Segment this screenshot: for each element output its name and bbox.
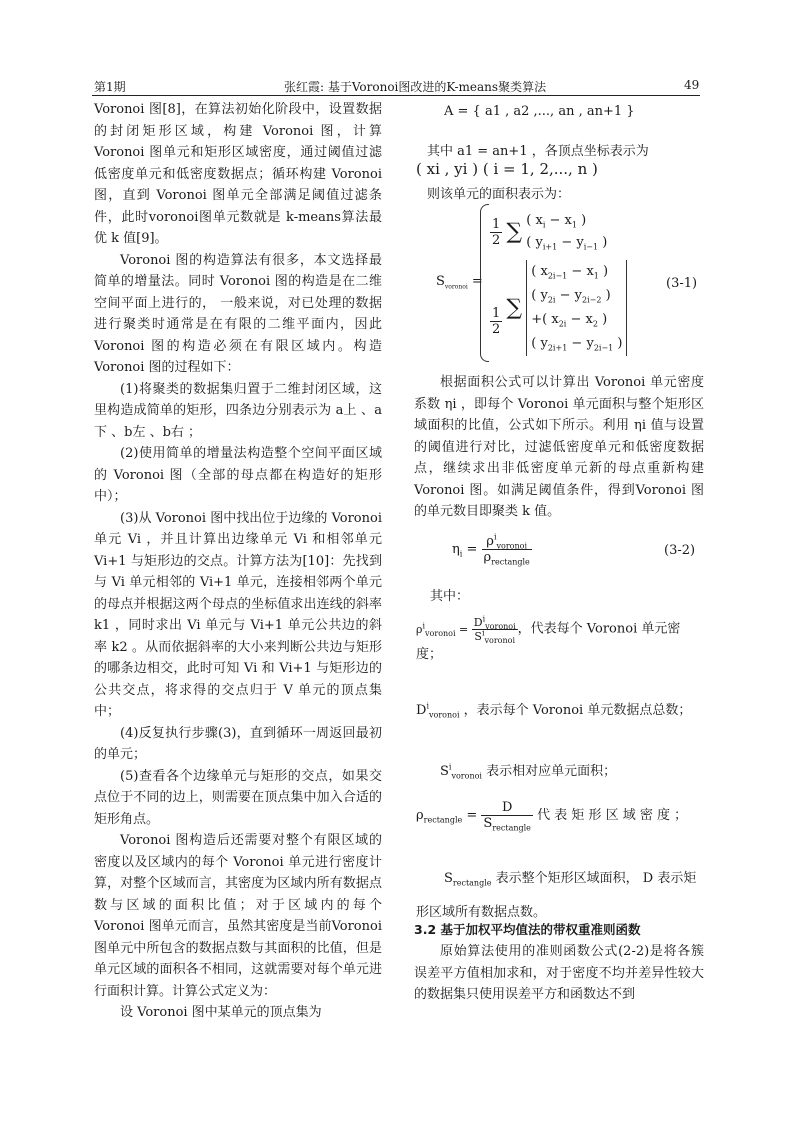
right-column-after-eq1 — [414, 372, 704, 523]
where-first-equals-last: 其中 a1 = an+1 ，各顶点坐标表示为 — [427, 144, 649, 159]
area-intro: 则该单元的面积表示为： — [427, 187, 571, 202]
equation-label-3-1: (3-1) — [666, 276, 698, 291]
cell-area-definition: $S^i_{voronoi}$ 表示相对应单元面积； — [440, 762, 617, 781]
left-column — [94, 99, 382, 1024]
right-column-final — [414, 941, 704, 1006]
vertex-set-equation: A = { a1 , a2 ,..., an , an+1 } — [444, 104, 635, 119]
paragraph-criterion: 原始算法使用的准则函数公式(2-2)是将各簇误差平方值相加求和，对于密度不均并差异性较大的数据集只使用误差平方和函数达不到 — [414, 944, 704, 1002]
section-title: 3.2 基于加权平均值法的带权重准则函数 — [414, 922, 641, 937]
paragraph-intro: Voronoi 图[8]，在算法初始化阶段中，设置数据的封闭矩形区域，构建 Voronoi 图，计算 Voronoi 图单元和矩形区域密度，通过阈值过滤低密度单元和低密度数据点；循环构建 Voronoi 图，直到 Voronoi 图单元全部满足阈值过滤条件，此时voronoi图单元数就是 k-means算法最优 k 值[9]。 — [94, 102, 382, 246]
step-5: (5)查看各个边缘单元与矩形的交点，如果交点位于不同的边上，则需要在顶点集中加入合适的矩形角点。 — [94, 768, 382, 827]
step-1: (1)将聚类的数据集归置于二维封闭区域，这里构造成简单的矩形，四条边分别表示为 a上 、a下 、b左 、b右 ； — [94, 381, 382, 440]
rho-definition: $\rho^i_{voronoi}$ = $\frac{D^i_{voronoi}}{S^i_{voronoi}}$ ，代表每个 Voronoi 单元密度； — [416, 614, 681, 662]
area-formula — [420, 200, 710, 365]
coordinate-notation: ( xi , yi ) ( i = 1, 2,..., n ) — [416, 160, 598, 178]
where-label: 其中： — [430, 589, 470, 604]
page-number: 49 — [684, 78, 700, 92]
header-rule — [92, 95, 700, 96]
running-title: 张红霞: 基于Voronoi图改进的K-means聚类算法 — [284, 80, 547, 94]
journal-issue: 第1期 — [94, 80, 126, 94]
paragraph-density: Voronoi 图构造后还需要对整个有限区域的密度以及区域内的每个 Voronoi 单元进行密度计算，对整个区域而言，其密度为区域内所有数据点数与区域的面积比值；对于区域内的每个 Voronoi 图单元而言，虽然其密度是当前Voronoi 图单元中所包含的数据点数与其面积的比值，但是单元区域的面积各不相同，这就需要对每个单元进行面积计算。计算公式定义为： — [94, 833, 382, 999]
rect-area-definition: $S_{rectangle}$ 表示整个矩形区域面积， D 表示矩形区域所有数据点数。 — [416, 871, 697, 920]
step-3: (3)从 Voronoi 图中找出位于边缘的 Voronoi 单元 Vi ，并且计算出边缘单元 Vi 和相邻单元 Vi+1 与矩形边的交点。计算方法为[10]：先找到与 Vi 单元相邻的 Vi+1 单元，连接相邻两个单元的母点并根据这两个母点的坐标值求出连线的斜率 k1 ，同时求出 Vi 单元与 Vi+1 单元公共边的斜率 k2 。从而依据斜率的大小来判断公共边与矩形的哪条边相交，此时可知 Vi 和 Vi+1 与矩形边的公共交点，将求得的交点归于 V 单元的顶点集中； — [94, 510, 382, 719]
density-coefficient-formula: $\eta_i$ = $\frac{\rho^i_{voronoi}}{\rho_{rectangle}}$ — [452, 532, 530, 567]
paragraph-density-coefficient: 根据面积公式可以计算出 Voronoi 单元密度系数 ηi ，即每个 Voronoi 单元面积与整个矩形区域面积的比值，公式如下所示。利用 ηi 值与设置的阈值进行对比，过滤低密度单元和低密度数据点，继续求出非低密度单元新的母点重新构建 Voronoi 图。如满足阈值条件，得到Voronoi 图的单元数目即聚类 k 值。 — [414, 375, 704, 519]
paragraph-construction: Voronoi 图的构造算法有很多，本文选择最简单的增量法。同时 Voronoi 图的构造是在二维空间平面上进行的， 一般来说，对已处理的数据进行聚类时通常是在有限的二维平面内，因此 Voronoi 图的构造必须在有限区域内。构造Voronoi 图的过程如下： — [94, 252, 382, 375]
rect-density-definition: $\rho_{rectangle}$ = $\frac{D}{S_{rectangle}}$ 代 表 矩 形 区 域 密 度 ； — [416, 800, 688, 833]
data-count-definition: $D^i_{voronoi}$ ，表示每个 Voronoi 单元数据点总数； — [416, 701, 692, 720]
area-symbol: $S_{voronoi}$ = — [436, 274, 483, 291]
step-4: (4)反复执行步骤(3)，直到循环一周返回最初的单元； — [94, 725, 382, 762]
area-case-2: $\frac{1}{2}$ ∑ ( $x_{2i-1} - x_1$ ) ( $y_{2i} - y_{2i-2}$ ) +( $x_{2i} - x_2$ ) ( $y_{2i+1} - y_{2i-1}$ ) — [490, 260, 627, 356]
step-2: (2)使用简单的增量法构造整个空间平面区域的 Voronoi 图（全部的母点都在构造好的矩形中）； — [94, 446, 382, 504]
area-case-1: $\frac{1}{2}$ ∑ ( $x_i - x_1$ ) ( $y_{i+1} - y_{i-1}$ ) — [492, 213, 608, 252]
equation-label-3-2: (3-2) — [664, 543, 696, 558]
formula-brace — [480, 204, 489, 362]
paragraph-vertex-set: 设 Voronoi 图中某单元的顶点集为 — [120, 1005, 322, 1020]
